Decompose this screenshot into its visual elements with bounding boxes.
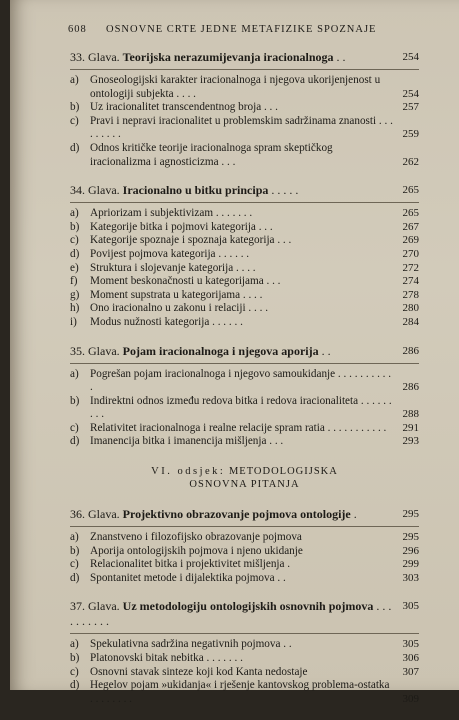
toc-entry (70, 545, 419, 559)
entry-text: Indirektni odnos između redova bitka i redova iracionaliteta . . . . . . . . . (90, 394, 392, 421)
entry-letter: c) (70, 665, 79, 678)
section-label: VI. odsjek: (151, 466, 226, 478)
entry-letter: i) (70, 315, 77, 328)
chapter-prefix: 36. Glava. (70, 507, 120, 522)
entry-page: 265 (402, 207, 419, 220)
entry-letter: h) (70, 302, 80, 315)
chapter-heading (70, 344, 419, 359)
section-heading (70, 465, 419, 491)
chapter-page: 265 (402, 184, 419, 197)
entry-text: Aporija ontologijskih pojmova i njeno ukidanje (90, 544, 303, 557)
entry-page: 306 (402, 652, 419, 665)
toc-entry (70, 207, 419, 221)
entry-text: Pogrešan pojam iracionalnoga i njegovo samoukidanje . . . . . . . . . . . (90, 367, 392, 394)
entry-text: Relacionalitet bitka i projektivitet mišljenja . (90, 558, 291, 571)
chapter-prefix: 34. Glava. (70, 183, 120, 198)
chapter-dots: . . . . . . . . . . (70, 599, 392, 629)
toc-entry (70, 115, 419, 142)
toc-entry (70, 435, 419, 449)
entry-text: Modus nužnosti kategorija . . . . . . (90, 315, 243, 328)
toc-entry (70, 289, 419, 303)
chapter-dots: . (350, 507, 357, 522)
chapter-page: 286 (402, 344, 419, 357)
entry-page: 257 (402, 101, 419, 114)
entry-text: Spekulativna sadržina negativnih pojmova . . (90, 638, 292, 651)
running-head (68, 24, 419, 35)
chapter-title: Uz metodologiju ontologijskih osnovnih pojmova (122, 599, 374, 614)
entry-letter: c) (70, 558, 79, 571)
entry-letter: b) (70, 544, 80, 557)
entry-text: Hegelov pojam »ukidanja« i rješenje kantovskog problema-ostatka . . . . . . . . (90, 679, 390, 705)
chapter-page: 254 (402, 51, 419, 63)
chapter-entries (70, 363, 419, 450)
running-title: OSNOVNE CRTE JEDNE METAFIZIKE SPOZNAJE (106, 24, 377, 35)
entry-page: 254 (402, 87, 419, 100)
entry-text: Moment beskonačnosti u kategorijama . . . (90, 275, 281, 288)
entry-page: 259 (402, 128, 419, 141)
toc-entry (70, 275, 419, 289)
entry-text: Kategorije bitka i pojmovi kategorija . . . (90, 220, 273, 233)
toc-entry (70, 572, 419, 586)
entry-text: Platonovski bitak nebitka . . . . . . . (90, 652, 243, 665)
entry-text: Gnoseologijski karakter iracionalnoga i njegova ukorijenjenost u ontologiji subjekta . . . . (90, 74, 381, 100)
chapter-title-text (70, 599, 393, 629)
entry-text: Imanencija bitka i imanencija mišljenja . . . (90, 435, 284, 448)
toc-entry (70, 74, 419, 101)
entry-letter: a) (70, 531, 79, 544)
toc-chapter (70, 507, 419, 585)
entry-text: Povijest pojmova kategorija . . . . . . (90, 247, 250, 260)
chapter-title: Pojam iracionalnoga i njegova aporija (122, 343, 319, 358)
entry-letter: d) (70, 571, 80, 584)
chapter-title: Iracionalno u bitku principa (122, 183, 269, 198)
entry-letter: a) (70, 367, 79, 380)
page-number: 608 (68, 24, 87, 35)
entry-text: Znanstveno i filozofijsko obrazovanje pojmova (90, 531, 302, 544)
toc-entry (70, 234, 419, 248)
entry-page: 293 (402, 435, 419, 448)
chapter-title: Projektivno obrazovanje pojmova ontologije (122, 507, 351, 522)
chapter-entries (70, 202, 419, 329)
chapter-page: 305 (402, 600, 419, 613)
toc-entry (70, 142, 419, 169)
entry-page: 274 (402, 275, 419, 288)
chapter-title: Teorijska nerazumijevanja iracionalnoga (122, 50, 334, 64)
chapter-prefix: 37. Glava. (70, 599, 120, 614)
entry-page: 307 (402, 665, 419, 678)
chapter-prefix: 33. Glava. (70, 50, 120, 64)
entry-letter: b) (70, 101, 80, 114)
toc-entry (70, 666, 419, 680)
entry-letter: f) (70, 275, 78, 288)
entry-letter: b) (70, 220, 80, 233)
entry-page: 284 (402, 315, 419, 328)
toc-chapter (70, 183, 419, 329)
entry-page: 305 (402, 638, 419, 651)
toc-entry (70, 531, 419, 545)
entry-page: 280 (402, 302, 419, 315)
entry-letter: c) (70, 114, 79, 127)
chapter-page: 295 (402, 508, 419, 521)
toc-entry (70, 248, 419, 262)
entry-page: 309 (402, 692, 419, 705)
book-page (10, 0, 459, 705)
chapter-title-text (70, 50, 393, 65)
entry-letter: b) (70, 394, 80, 407)
entry-text: Apriorizam i subjektivizam . . . . . . . (90, 207, 253, 220)
entry-letter: a) (70, 207, 79, 220)
toc-entry (70, 558, 419, 572)
entry-letter: d) (70, 679, 80, 692)
toc-entry (70, 638, 419, 652)
entry-page: 291 (402, 421, 419, 434)
toc-chapter (70, 50, 419, 169)
chapter-heading (70, 183, 419, 198)
toc-chapter (70, 599, 419, 706)
toc-entry (70, 368, 419, 395)
toc-chapter (70, 344, 419, 450)
chapter-entries (70, 69, 419, 169)
entry-page: 267 (402, 220, 419, 233)
entry-text: Relativitet iracionalnoga i realne relacije spram ratia . . . . . . . . . . . (90, 421, 387, 434)
entry-text: Spontanitet metode i dijalektika pojmova . . (90, 571, 286, 584)
entry-text: Osnovni stavak sinteze koji kod Kanta nedostaje (90, 665, 308, 678)
chapter-dots: . . (318, 343, 331, 358)
toc-entry (70, 221, 419, 235)
entry-page: 286 (402, 381, 419, 394)
entry-page: 272 (402, 261, 419, 274)
toc-entry (70, 316, 419, 330)
entry-page: 303 (402, 571, 419, 584)
entry-letter: d) (70, 435, 80, 448)
chapter-prefix: 35. Glava. (70, 343, 120, 358)
entry-letter: g) (70, 288, 80, 301)
toc-entry (70, 679, 419, 706)
entry-page: 270 (402, 247, 419, 260)
entry-text: Uz iracionalitet transcendentnog broja . . . (90, 101, 278, 114)
entry-text: Kategorije spoznaje i spoznaja kategorija . . . (90, 234, 292, 247)
entry-page: 295 (402, 531, 419, 544)
chapter-entries (70, 633, 419, 706)
toc-entry (70, 395, 419, 422)
entry-page: 262 (402, 155, 419, 168)
chapter-dots: . . . . . (268, 183, 299, 198)
entry-text: Odnos kritičke teorije iracionalnoga spram skeptičkog iracionalizma i agnosticizma . . . (90, 141, 333, 168)
entry-letter: a) (70, 638, 79, 651)
toc-entry (70, 652, 419, 666)
toc-entry (70, 101, 419, 115)
entry-text: Ono iracionalno u zakonu i relaciji . . . . (90, 302, 269, 315)
entry-page: 299 (402, 558, 419, 571)
chapter-heading (70, 50, 419, 65)
chapter-dots: . . (333, 50, 346, 64)
entry-letter: d) (70, 141, 80, 154)
chapter-title-text (70, 183, 393, 198)
chapter-title-text (70, 507, 393, 522)
entry-text: Moment supstrata u kategorijama . . . . (90, 288, 263, 301)
chapter-title-text (70, 344, 393, 359)
entry-letter: a) (70, 74, 79, 86)
entry-page: 278 (402, 288, 419, 301)
entry-letter: c) (70, 421, 79, 434)
toc-entry (70, 262, 419, 276)
chapter-heading (70, 599, 419, 629)
entry-text: Struktura i slojevanje kategorija . . . . (90, 261, 256, 274)
chapter-entries (70, 526, 419, 585)
entry-text: Pravi i nepravi iracionalitet u problemskim sadržinama znanosti . . . . . . . . . (90, 114, 393, 141)
section-subtitle: OSNOVNA PITANJA (189, 479, 300, 491)
chapter-heading (70, 507, 419, 522)
entry-page: 288 (402, 408, 419, 421)
section-title: METODOLOGIJSKA (228, 466, 338, 478)
toc-entry (70, 302, 419, 316)
entry-letter: c) (70, 234, 79, 247)
entry-letter: b) (70, 652, 80, 665)
entry-page: 296 (402, 544, 419, 557)
entry-letter: e) (70, 261, 79, 274)
entry-letter: d) (70, 247, 80, 260)
toc-entry (70, 422, 419, 436)
table-of-contents (70, 50, 419, 720)
entry-page: 269 (402, 234, 419, 247)
